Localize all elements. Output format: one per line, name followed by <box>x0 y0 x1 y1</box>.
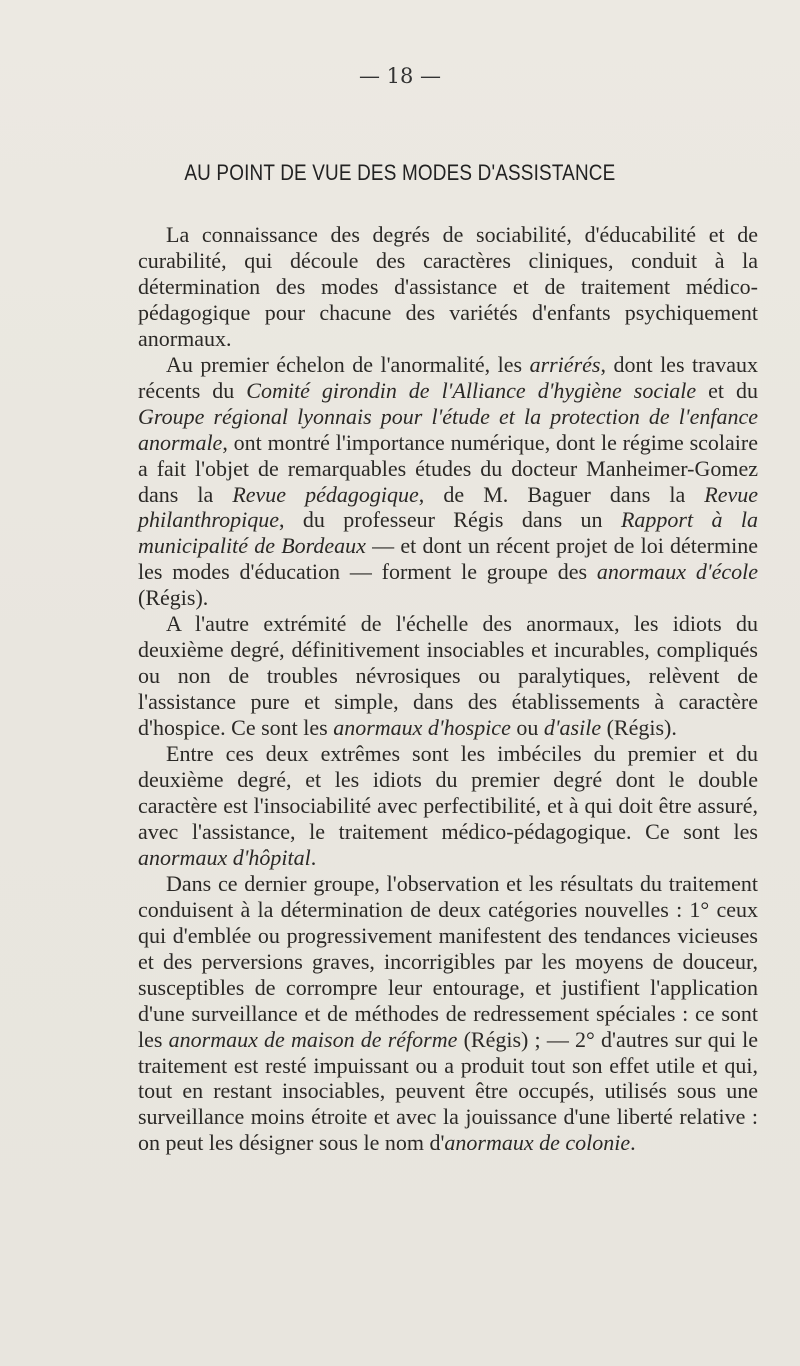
text-run: , ont montré l'importance numérique, dont le régime scolaire a fait l'objet de remarquables études du docteur Manheimer-Gomez dans la <box>138 429 758 507</box>
italic-run: d'asile <box>543 715 602 741</box>
text-run: , dont les travaux récents du <box>138 351 758 403</box>
text-run: Au premier échelon de l'anormalité, les <box>166 351 530 377</box>
text-run: ou <box>510 715 544 741</box>
text-run: . <box>310 844 317 870</box>
italic-run: anormaux d'école <box>596 559 759 585</box>
italic-run: anormaux de maison de réforme <box>168 1026 458 1052</box>
italic-run: Revue philanthropique <box>138 481 759 533</box>
text-run: Dans ce dernier groupe, l'observation et les résultats du traitement conduisent à la détermination de deux catégories nouvelles : 1° ceux qui d'emblée ou progressivement manifestent des tendances vicieuses et des perversions graves, incorrigibles par les moyens de douceur, susceptibles de corrompre leur entourage, et justifient l'application d'une surveillance et de méthodes de redressement spéciales : ce sont les <box>138 870 758 1052</box>
paragraph <box>138 352 758 612</box>
body-text <box>138 222 758 1156</box>
text-run: (Régis). <box>138 585 209 611</box>
text-run: , de M. Baguer dans la <box>418 481 705 507</box>
text-run: (Régis) ; — 2° d'autres sur qui le traitement est resté impuissant ou a produit tout son effet utile et qui, tout en restant insociables, peuvent être occupés, utilisés sous une surveillance moins étroite et avec la jouissance d'une liberté relative : on peut les désigner sous le nom d' <box>138 1026 758 1156</box>
text-run: (Régis). <box>601 715 677 741</box>
text-run: Entre ces deux extrêmes sont les imbéciles du premier et du deuxième degré, et les idiots du premier degré dont le double caractère est l'insociabilité avec perfectibilité, et à qui doit être assuré, avec l'assistance, le traitement médico-pédagogique. Ce sont les <box>138 741 758 844</box>
text-run: . <box>630 1130 636 1156</box>
italic-run: Groupe régional lyonnais pour l'étude et la protection de l'enfance anormale <box>138 403 758 455</box>
text-run: et du <box>696 377 758 403</box>
italic-run: Revue pédagogique <box>232 481 419 507</box>
text-run: La connaissance des degrés de sociabilité, d'éducabilité et de curabilité, qui découle des caractères cliniques, conduit à la détermination des modes d'assistance et de traitement médico-pédagogique pour chacune des variétés d'enfants psychiquement anormaux. <box>138 222 758 351</box>
italic-run: anormaux d'hôpital <box>138 844 311 870</box>
italic-run: anormaux de colonie <box>444 1130 631 1156</box>
italic-run: Rapport à la municipalité de Bordeaux <box>138 507 758 559</box>
italic-run: arriérés <box>529 351 601 377</box>
text-run: , du professeur Régis dans un <box>278 507 621 533</box>
paragraph <box>138 741 758 871</box>
paragraph <box>138 222 758 352</box>
page-number: — 18 — <box>358 64 442 88</box>
paragraph <box>138 611 758 741</box>
italic-run: anormaux d'hospice <box>333 715 511 741</box>
section-title: AU POINT DE VUE DES MODES D'ASSISTANCE <box>184 160 616 185</box>
text-run: A l'autre extrémité de l'échelle des anormaux, les idiots du deuxième degré, définitivement insociables et incurables, compliqués ou non de troubles névrosiques ou paralytiques, relèvent de l'assistance pure et simple, dans des établissements à caractère d'hospice. Ce sont les <box>138 611 758 741</box>
paragraph <box>138 871 758 1156</box>
italic-run: Comité girondin de l'Alliance d'hygiène sociale <box>246 377 697 403</box>
text-run: — et dont un récent projet de loi détermine les modes d'éducation — forment le groupe des <box>138 533 758 585</box>
